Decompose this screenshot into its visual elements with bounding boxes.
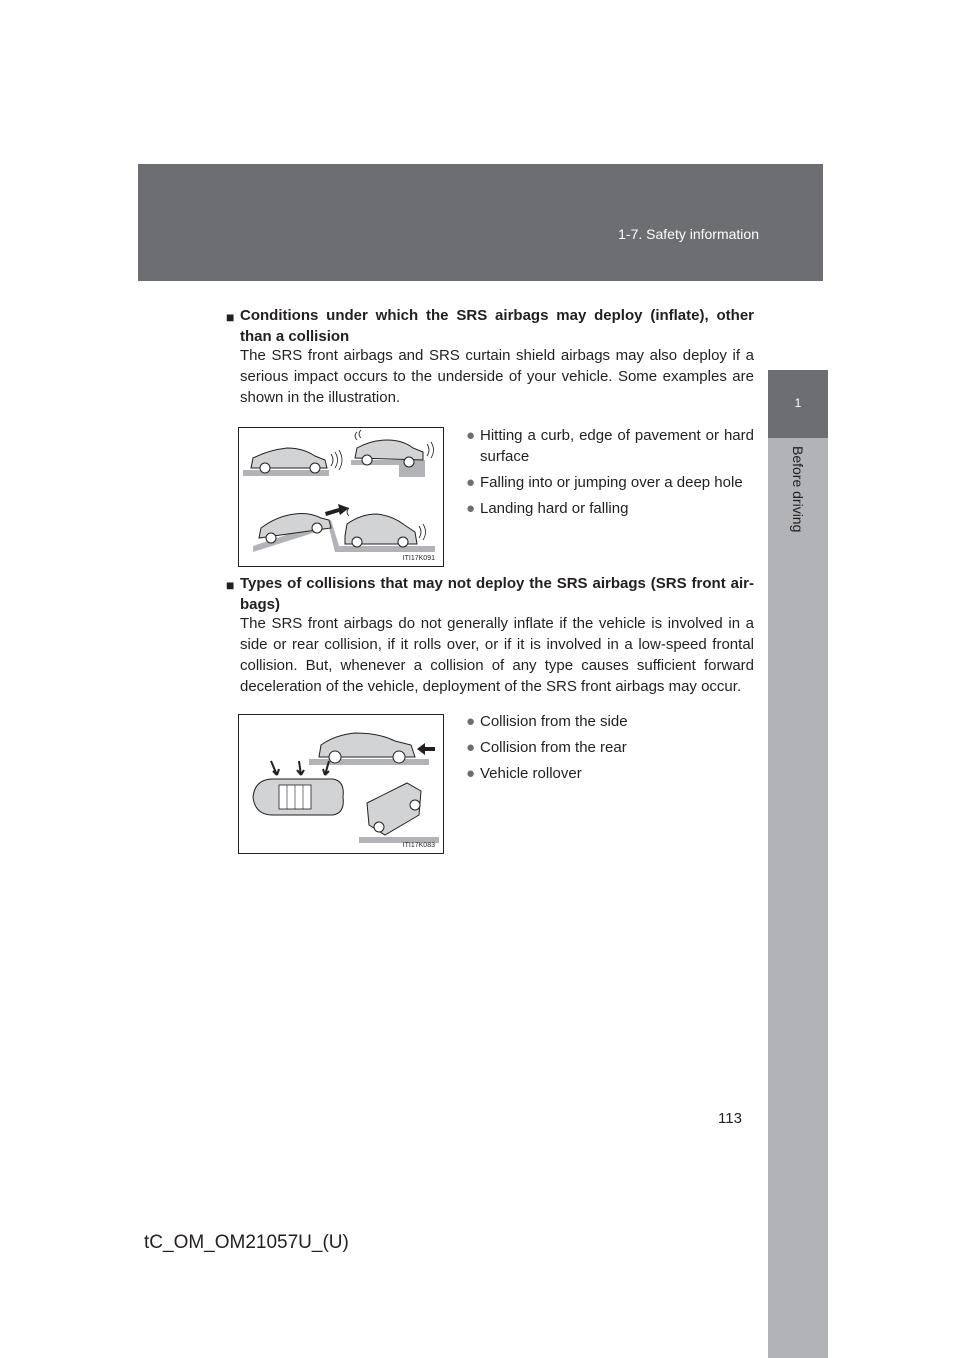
circle-bullet-icon: ● <box>466 765 476 782</box>
circle-bullet-icon: ● <box>466 713 476 730</box>
section-heading-text: Types of collisions that may not deploy the SRS airbags (SRS front air-bags) <box>240 575 754 613</box>
list-item <box>466 711 754 732</box>
illustration-underbody-impact <box>238 427 444 567</box>
circle-bullet-icon: ● <box>466 427 476 444</box>
section-body-1: The SRS front airbags and SRS curtain shield airbags may also deploy if a serious impact occurs to the underside of your vehicle. Some examples are shown in the illustration. <box>240 347 754 406</box>
list-item <box>466 763 754 784</box>
page-number: 113 <box>718 1110 742 1127</box>
list-item-text: Landing hard or falling <box>480 500 629 517</box>
square-bullet-icon: ■ <box>226 577 235 593</box>
list-item <box>466 472 754 493</box>
section-body-2: The SRS front airbags do not generally inflate if the vehicle is involved in a side or rear collision, if it rolls over, or if it is involved in a low-speed frontal collision. But, whenever a collision of any type causes sufficient forward deceleration of the vehicle, deployment of the SRS front airbags may occur. <box>240 615 754 695</box>
chapter-label <box>768 446 828 596</box>
circle-bullet-icon: ● <box>466 739 476 756</box>
list-item <box>466 425 754 467</box>
section-heading-1 <box>226 305 754 347</box>
list-item-text: Falling into or jumping over a deep hole <box>480 474 743 491</box>
section-title: 1-7. Safety information <box>618 226 759 242</box>
chapter-number: 1 <box>794 396 802 410</box>
list-item-text: Collision from the side <box>480 713 628 730</box>
square-bullet-icon: ■ <box>226 309 235 325</box>
non-deploy-collisions-drawing <box>239 715 443 853</box>
underbody-impact-drawing <box>239 428 443 566</box>
list-item <box>466 737 754 758</box>
circle-bullet-icon: ● <box>466 500 476 517</box>
circle-bullet-icon: ● <box>466 474 476 491</box>
section-heading-text: Conditions under which the SRS airbags may deploy (inflate), other than a collision <box>240 307 754 345</box>
section-heading-2 <box>226 573 754 615</box>
list-item-text: Hitting a curb, edge of pavement or hard surface <box>480 427 754 465</box>
document-code: tC_OM_OM21057U_(U) <box>144 1232 349 1253</box>
illustration-non-deploy-collisions <box>238 714 444 854</box>
bullet-list-2 <box>466 711 754 789</box>
header-band <box>138 164 823 281</box>
list-item-text: Vehicle rollover <box>480 765 582 782</box>
figure-code: ITI17K083 <box>402 842 435 849</box>
list-item <box>466 498 754 519</box>
bullet-list-1 <box>466 425 754 524</box>
list-item-text: Collision from the rear <box>480 739 627 756</box>
chapter-label-text: Before driving <box>790 446 806 533</box>
figure-code: ITI17K091 <box>402 555 435 562</box>
chapter-tab[interactable] <box>768 370 828 438</box>
